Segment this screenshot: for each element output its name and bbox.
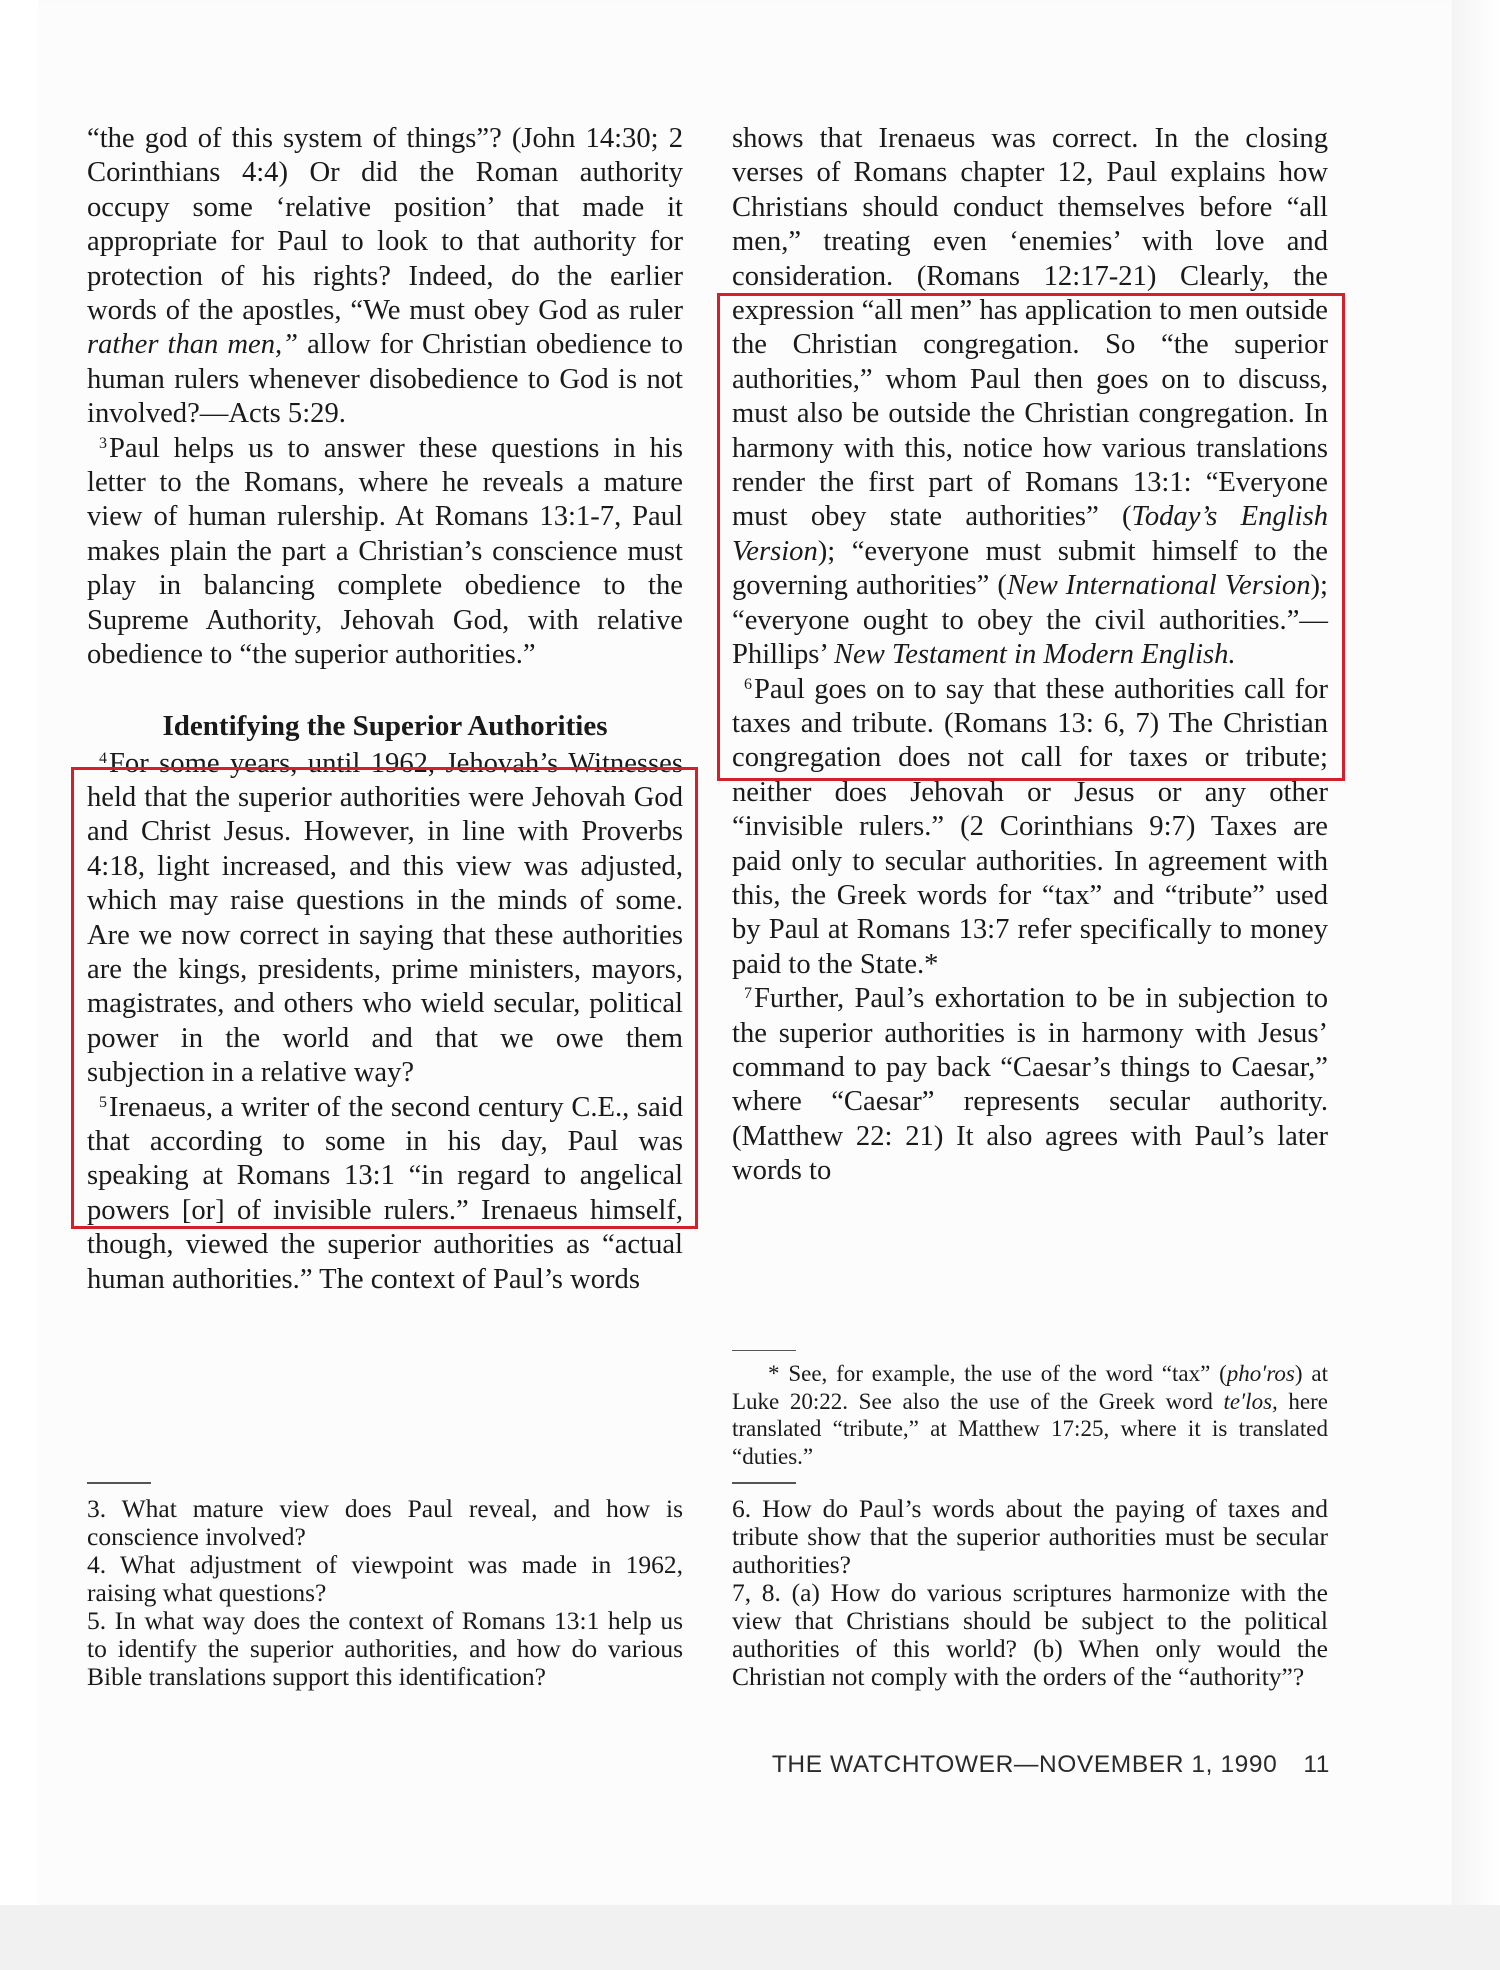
- greek-word: pho′ros: [1226, 1361, 1295, 1386]
- footnote: [732, 1360, 1328, 1470]
- paragraph-text: Further, Paul’s exhortation to be in subjection to the superior authorities is in harmony with Jesus’ command to pay back “Caesar’s things to Caesar,” where “Caesar” represents secular authority. (Matthew 22: 21) It also agrees with Paul’s later words to: [732, 983, 1328, 1187]
- paragraph-6: [732, 673, 1328, 983]
- paragraph-5: [87, 1091, 683, 1297]
- study-question: 7, 8. (a) How do various scriptures harmonize with the view that Christians should be subject to the political authorities of this world? (b) When only would the Christian not comply with the orders of the “authority”?: [732, 1578, 1328, 1691]
- study-question: 6. How do Paul’s words about the paying of taxes and tribute show that the superior authorities must be secular authorities?: [732, 1494, 1328, 1579]
- paragraph-continuation: [87, 122, 683, 432]
- paragraph-text: ); “everyone ought to obey the civil authorities.”—Phillips’: [732, 570, 1328, 671]
- footnote-text: here translated “tribute,” at Matthew 17:25, where it is translated “duties.”: [732, 1388, 1328, 1469]
- paragraph-text: Irenaeus, a writer of the second century C.E., said that according to some in his day, Paul was speaking at Romans 13:1 “in regard to angelical powers [or] of invisible rulers.” Irenaeus himself, though, viewed the superior authorities as “actual human authorities.” The context of Paul’s words: [87, 1091, 683, 1295]
- section-subheading: Identifying the Superior Authorities: [162, 709, 608, 742]
- study-question: 5. In what way does the context of Romans 13:1 help us to identify the superior authorities, and how do various Bible translations support this identification?: [87, 1606, 683, 1691]
- study-questions-left: [87, 1495, 683, 1691]
- footnote-marker: *: [768, 1361, 780, 1386]
- paragraph-text: Paul goes on to say that these authorities call for taxes and tribute. (Romans 13: 6, 7) The Christian congregation does not call for taxes or tribute; neither does Jehovah or Jesus or any other “invisible rulers.” (2 Corinthians 9:7) Taxes are paid only to secular authorities. In agreement with this, the Greek words for “tax” and “tribute” used by Paul at Romans 13:7 refer specifically to money paid to the State.*: [732, 673, 1328, 980]
- paragraph-text: For some years, until 1962, Jehovah’s Witnesses held that the superior authorities were Jehovah God and Christ Jesus. However, in line with Proverbs 4:18, light increased, and this view was adjusted, which may raise questions in the minds of some. Are we now correct in saying that these authorities are the kings, presidents, prime ministers, mayors, magistrates, and others who wield secular, political power in the world and that we owe them subjection in a relative way?: [87, 747, 683, 1089]
- study-question: 3. What mature view does Paul reveal, and how is conscience involved?: [87, 1494, 683, 1551]
- paragraph-text: shows that Irenaeus was correct. In the closing verses of Romans chapter 12, Paul explains how Christians should conduct themselves before “all men,” treating even ‘enemies’ with love and consideration. (Romans 12:17-21) Clearly, the expression “all men” has application to men outside the Christian congregation. So “the superior authorities,” whom Paul then goes on to discuss, must also be outside the Christian congregation. In harmony with this, notice how various translations render the first part of Romans 13:1: “Everyone must obey state authorities” (: [732, 123, 1328, 533]
- paragraph-number: 3: [99, 434, 107, 452]
- page-edge-shadow: [1452, 0, 1500, 1905]
- paragraph-text: allow for Christian obedience to human rulers whenever disobedience to God is not involved?—Acts 5:29.: [87, 329, 683, 430]
- italic-quote: rather than men,”: [87, 329, 299, 361]
- paragraph-4: [87, 747, 683, 1091]
- paragraph-7: [732, 982, 1328, 1188]
- footnote-text: See, for example, the use of the word “tax” (: [788, 1361, 1227, 1386]
- paragraph-number: 5: [99, 1093, 107, 1111]
- page-footer: [755, 1751, 1330, 1779]
- footnote-divider: [732, 1350, 796, 1351]
- study-questions-right: [732, 1495, 1328, 1691]
- question-divider: [732, 1482, 796, 1484]
- paragraph-3: [87, 432, 683, 673]
- paragraph-number: 6: [744, 675, 752, 693]
- question-divider: [87, 1482, 151, 1484]
- paragraph-text: Paul helps us to answer these questions in his letter to the Romans, where he reveals a mature view of human rulership. At Romans 13:1-7, Paul makes plain the part a Christian’s conscience must play in balancing complete obedience to the Supreme Authority, Jehovah God, with relative obedience to “the superior authorities.”: [87, 432, 683, 671]
- publication-line: THE WATCHTOWER—NOVEMBER 1, 1990: [771, 1751, 1278, 1778]
- left-column: [87, 122, 683, 1297]
- translation-title: Today’s English Version: [732, 501, 1328, 567]
- right-column: [732, 122, 1328, 1189]
- page-number: 11: [1303, 1751, 1330, 1778]
- paragraph-5-continuation: [732, 122, 1328, 673]
- paragraph-number: 4: [99, 749, 107, 767]
- paragraph-text: ); “everyone must submit himself to the governing authorities” (: [732, 535, 1328, 602]
- study-question: 4. What adjustment of viewpoint was made in 1962, raising what questions?: [87, 1550, 683, 1607]
- translation-title: New Testament in Modern English.: [833, 639, 1236, 671]
- paragraph-text: “the god of this system of things”? (John 14:30; 2 Corinthians 4:4) Or did the Roman authority occupy some ‘relative position’ that made it appropriate for Paul to look to that authority for protection of his rights? Indeed, do the earlier words of the apostles, “We must obey God as ruler: [87, 123, 683, 327]
- translation-title: New International Version: [1006, 570, 1311, 602]
- greek-word: te′los,: [1223, 1388, 1278, 1414]
- footnote-text: ) at Luke 20:22. See also the use of the Greek word: [732, 1361, 1328, 1414]
- scan-bottom-margin: [0, 1905, 1500, 1970]
- paragraph-number: 7: [744, 985, 752, 1003]
